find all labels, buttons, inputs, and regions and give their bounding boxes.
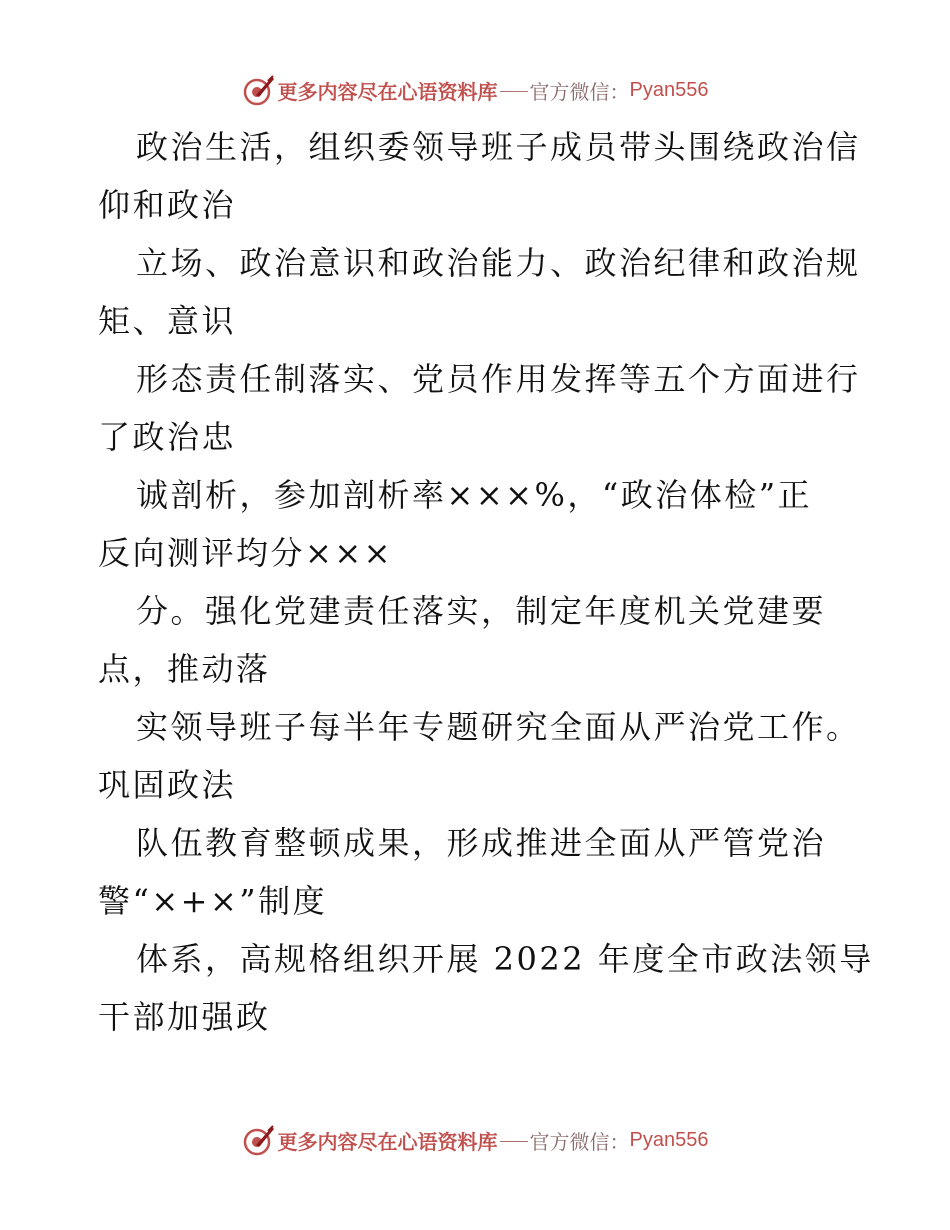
body-line: 点，推动落 xyxy=(98,650,271,688)
footer-wechat-id: Pyan556 xyxy=(629,1128,709,1151)
body-line: 矩、意识 xyxy=(98,302,237,340)
header-dash xyxy=(500,91,528,92)
header-banner xyxy=(0,70,950,110)
footer-banner xyxy=(0,1120,950,1160)
quill-logo-icon xyxy=(242,1123,276,1157)
footer-dash xyxy=(500,1141,528,1142)
body-line: 政治生活，组织委领导班子成员带头围绕政治信 xyxy=(136,128,861,166)
body-line: 了政治忠 xyxy=(98,418,237,456)
header-wechat-id: Pyan556 xyxy=(629,78,709,101)
body-line: 干部加强政 xyxy=(98,998,271,1036)
body-line: 诚剖析，参加剖析率×××%，“政治体检”正 xyxy=(136,476,813,514)
body-line: 实领导班子每半年专题研究全面从严治党工作。 xyxy=(136,708,861,746)
body-line: 队伍教育整顿成果，形成推进全面从严管党治 xyxy=(136,824,827,862)
header-wechat-label: 官方微信： xyxy=(529,79,630,104)
quill-logo-icon xyxy=(242,73,276,107)
footer-wechat-label: 官方微信： xyxy=(529,1129,630,1154)
body-line: 警“×+×”制度 xyxy=(98,882,328,920)
body-line: 形态责任制落实、党员作用发挥等五个方面进行 xyxy=(136,360,861,398)
body-line: 立场、政治意识和政治能力、政治纪律和政治规 xyxy=(136,244,861,282)
document-body xyxy=(98,118,874,1046)
footer-banner-text: 更多内容尽在心语资料库 xyxy=(277,1129,498,1154)
body-line: 体系，高规格组织开展 2022 年度全市政法领导 xyxy=(136,940,874,978)
body-line: 巩固政法 xyxy=(98,766,237,804)
body-line: 反向测评均分××× xyxy=(98,534,393,572)
header-banner-text: 更多内容尽在心语资料库 xyxy=(277,79,498,104)
body-line: 分。强化党建责任落实，制定年度机关党建要 xyxy=(136,592,827,630)
body-line: 仰和政治 xyxy=(98,186,237,224)
